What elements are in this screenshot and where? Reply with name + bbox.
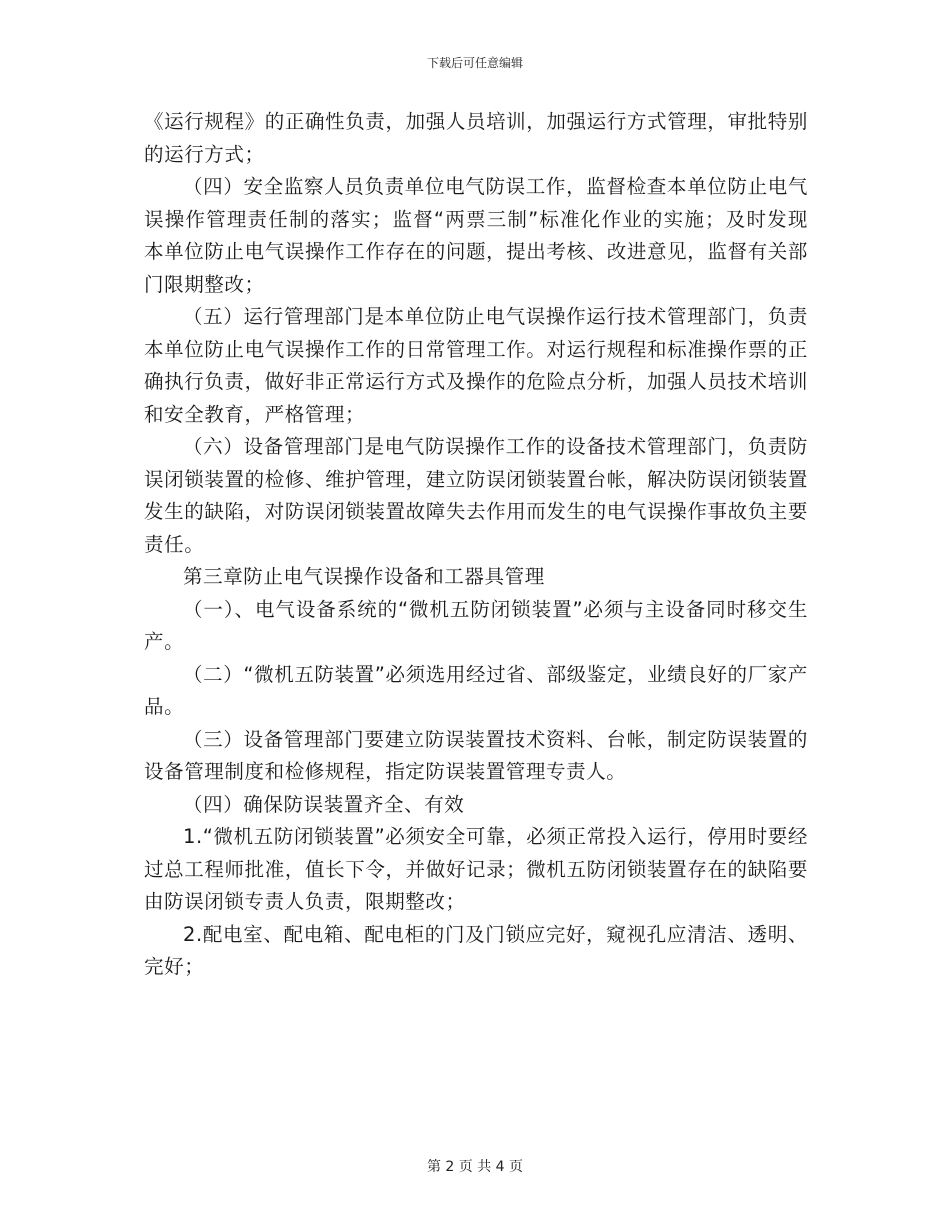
paragraph-item-1: （一）、电气设备系统的“微机五防闭锁装置”必须与主设备同时移交生产。 bbox=[144, 597, 808, 653]
paragraph-subitem-1: 1.“微机五防闭锁装置”必须安全可靠，必须正常投入运行，停用时要经过总工程师批准，值长下令，并做好记录；微机五防闭锁装置存在的缺陷要由防误闭锁专责人负责，限期整改； bbox=[144, 825, 808, 913]
chapter-heading: 第三章防止电气误操作设备和工器具管理 bbox=[183, 565, 545, 588]
page-header: 下载后可任意编辑 bbox=[426, 56, 523, 70]
document-body bbox=[144, 106, 808, 984]
paragraph-equipment-management: （六）设备管理部门是电气防误操作工作的设备技术管理部门，负责防误闭锁装置的检修、维护管理，建立防误闭锁装置台帐，解决防误闭锁装置发生的缺陷，对防误闭锁装置故障失去作用而发生的电气误操作事故负主要责任。 bbox=[144, 435, 808, 556]
paragraph-safety-supervision: （四）安全监察人员负责单位电气防误工作，监督检查本单位防止电气误操作管理责任制的落实；监督“两票三制”标准化作业的实施；及时发现本单位防止电气误操作工作存在的问题，提出考核、改进意见，监督有关部门限期整改； bbox=[144, 175, 808, 296]
paragraph-item-3: （三）设备管理部门要建立防误装置技术资料、台帐，制定防误装置的设备管理制度和检修规程，指定防误装置管理专责人。 bbox=[144, 727, 808, 783]
paragraph-continuation: 《运行规程》的正确性负责，加强人员培训，加强运行方式管理，审批特别的运行方式； bbox=[144, 110, 808, 166]
paragraph-subitem-2: 2.配电室、配电箱、配电柜的门及门锁应完好，窥视孔应清洁、透明、完好； bbox=[144, 922, 808, 978]
page-number-footer: 第 2 页 共 4 页 bbox=[426, 1159, 524, 1175]
paragraph-item-4: （四）确保防误装置齐全、有效 bbox=[183, 792, 465, 816]
paragraph-item-2: （二）“微机五防装置”必须选用经过省、部级鉴定，业绩良好的厂家产品。 bbox=[144, 662, 808, 718]
paragraph-operations-management: （五）运行管理部门是本单位防止电气误操作运行技术管理部门，负责本单位防止电气误操作工作的日常管理工作。对运行规程和标准操作票的正确执行负责，做好非正常运行方式及操作的危险点分析，加强人员技术培训和安全教育，严格管理； bbox=[144, 305, 808, 426]
